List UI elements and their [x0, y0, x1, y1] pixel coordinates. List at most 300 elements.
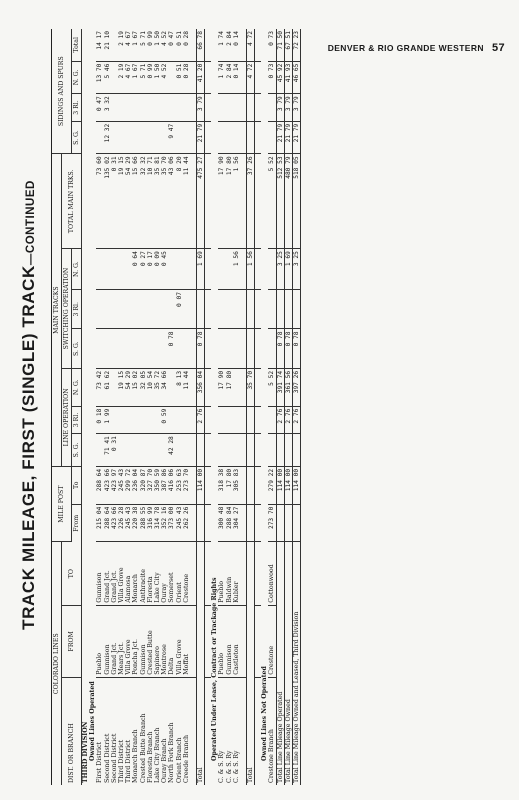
cell-sd-ng — [111, 61, 118, 94]
section-owned-heading-label: Owned Lines Operated — [89, 681, 97, 761]
cell-lo-ng: 10 54 — [147, 368, 154, 406]
cell-sd-total: 0 28 — [183, 29, 190, 61]
cell-sd-ng: 4 52 — [161, 61, 168, 94]
cell-so-sg — [104, 329, 111, 368]
cell-so-3rl — [268, 290, 276, 329]
row-label: Total — [247, 542, 255, 785]
cell-to: Crestone — [183, 542, 190, 605]
cell-sd-3rl: 0 47 — [96, 94, 103, 122]
section-leased-heading — [211, 29, 218, 785]
cell-sd-sg — [154, 121, 161, 154]
cell-sd-total: 14 17 — [96, 29, 103, 61]
cell-from: Villa Grove — [125, 605, 132, 677]
cell-sd-ng: 1 74 — [218, 61, 225, 94]
cell-lo-3rl: 2 76 — [197, 406, 205, 434]
cell-to: Alamosa — [125, 542, 132, 605]
cell-to: Kubler — [233, 542, 240, 605]
cell-total-main: 135 02 — [104, 154, 111, 249]
cell-total-main: 32 32 — [140, 154, 147, 249]
cell-sd-sg: 9 47 — [168, 121, 175, 154]
cell-mp-from: 373 00 — [168, 504, 175, 542]
cell-total-main: 54 29 — [125, 154, 132, 249]
cell-dist: C. & S. Ry — [225, 750, 233, 783]
cell-sd-total: 5 71 — [140, 29, 147, 61]
cell-so-ng — [118, 249, 125, 290]
cell-sd-ng: 0 51 — [176, 61, 183, 94]
section-leased-heading-label: Operated Under Lease, Contract or Trackage Rights — [211, 577, 219, 761]
cell-mp-to: 305 83 — [233, 466, 240, 504]
cell-so-3rl — [140, 290, 147, 329]
cell-so-ng — [125, 249, 132, 290]
cell-mp-to: 236 04 — [132, 466, 139, 504]
cell-sd-sg: 21 79 — [293, 121, 301, 154]
cell-total-main: 73 60 — [96, 154, 103, 249]
cell-lo-ng: 391 74 — [276, 368, 284, 406]
cell-so-3rl — [125, 290, 132, 329]
cell-sd-3rl — [147, 94, 154, 122]
cell-mp-to: 273 70 — [183, 466, 190, 504]
section-owned-heading — [89, 29, 96, 785]
cell-sd-ng: 46 65 — [293, 61, 301, 94]
cell-sd-total: 0 14 — [233, 29, 240, 61]
cell-sd-3rl: 3 79 — [197, 94, 205, 122]
division-heading-label: THIRD DIVISION — [82, 721, 89, 783]
cell-sd-ng: 2 19 — [118, 61, 125, 94]
cell-sd-total: 0 73 — [268, 29, 276, 61]
cell-so-3rl — [132, 290, 139, 329]
lo-ng-header: N. G. — [72, 368, 82, 406]
cell-so-sg — [233, 329, 240, 368]
cell-sd-sg — [183, 121, 190, 154]
cell-so-ng — [226, 249, 233, 290]
cell-mp-from: 220 38 — [132, 504, 139, 542]
cell-lo-ng — [111, 368, 118, 406]
cell-so-ng: 0 64 — [132, 249, 139, 290]
cell-so-sg — [218, 329, 225, 368]
section-not-operated-heading — [261, 29, 268, 785]
cell-so-sg: 0 78 — [276, 329, 284, 368]
cell-sd-total: 4 67 — [125, 29, 132, 61]
cell-so-sg — [125, 329, 132, 368]
cell-from: Pueblo — [218, 605, 225, 677]
sd-total-header: Total — [72, 29, 82, 61]
cell-sd-ng: 4 72 — [247, 61, 255, 94]
cell-so-sg — [132, 329, 139, 368]
cell-to: Ouray — [161, 542, 168, 605]
cell-so-sg — [118, 329, 125, 368]
cell-from: Poncha Jct. — [132, 605, 139, 677]
cell-lo-3rl — [183, 406, 190, 434]
cell-so-sg — [183, 329, 190, 368]
cell-dist: Ouray Branch — [161, 738, 169, 783]
railroad-name: DENVER & RIO GRANDE WESTERN — [327, 43, 484, 53]
cell-sd-sg — [118, 121, 125, 154]
cell-sd-total: 71 50 — [276, 29, 284, 61]
cell-sd-sg — [161, 121, 168, 154]
cell-mp-to: 423 66 — [104, 466, 111, 504]
cell-sd-sg: 21 79 — [284, 121, 292, 154]
cell-mp-to — [247, 466, 255, 504]
cell-total-main: 1 56 — [233, 154, 240, 249]
cell-so-sg — [176, 329, 183, 368]
cell-mp-from: 262 26 — [183, 504, 190, 542]
track-mileage-table — [51, 29, 301, 785]
cell-sd-total: 21 10 — [104, 29, 111, 61]
total-leased-row — [247, 29, 255, 785]
cell-sd-total: 66 78 — [197, 29, 205, 61]
cell-so-ng — [104, 249, 111, 290]
cell-lo-ng: 5 52 — [268, 368, 276, 406]
cell-so-ng: 3 25 — [293, 249, 301, 290]
table-row — [226, 29, 233, 785]
cell-lo-3rl — [247, 406, 255, 434]
cell-sd-3rl — [233, 94, 240, 122]
cell-mp-from: 314 78 — [154, 504, 161, 542]
cell-sd-3rl — [218, 94, 225, 122]
cell-lo-3rl: 0 18 — [96, 406, 103, 434]
cell-sd-total — [111, 29, 118, 61]
cell-so-sg — [268, 329, 276, 368]
cell-lo-3rl — [111, 406, 118, 434]
cell-sd-total: 0 51 — [176, 29, 183, 61]
table-row — [125, 29, 132, 785]
cell-dist: Second District — [103, 733, 111, 783]
cell-from: Pueblo — [96, 605, 103, 677]
cell-so-3rl — [276, 290, 284, 329]
cell-to: Somerset — [168, 542, 175, 605]
table-row — [161, 29, 168, 785]
cell-lo-sg — [125, 434, 132, 467]
cell-sd-ng: 0 14 — [233, 61, 240, 94]
cell-total-main: 17 90 — [218, 154, 225, 249]
cell-so-3rl — [168, 290, 175, 329]
table-row — [140, 29, 147, 785]
table-row — [168, 29, 175, 785]
cell-so-sg — [226, 329, 233, 368]
cell-lo-ng: 19 15 — [118, 368, 125, 406]
page-title — [19, 25, 39, 785]
cell-dist: Third District — [118, 739, 126, 783]
cell-from: Gunnison — [140, 605, 147, 677]
cell-sd-total: 1 67 — [132, 29, 139, 61]
cell-total-main: 19 15 — [118, 154, 125, 249]
cell-lo-3rl — [132, 406, 139, 434]
cell-sd-3rl — [268, 94, 276, 122]
cell-sd-ng: 0 73 — [268, 61, 276, 94]
cell-to: Floresta — [147, 542, 154, 605]
cell-mp-from — [197, 504, 205, 542]
cell-so-3rl — [233, 290, 240, 329]
cell-so-ng — [168, 249, 175, 290]
cell-so-3rl — [161, 290, 168, 329]
title-suffix: —CONTINUED — [25, 180, 37, 266]
switching-operation-header: SWITCHING OPERATION — [62, 249, 72, 369]
cell-total-main: 0 31 — [111, 154, 118, 249]
to-header: TO — [62, 542, 82, 605]
table-row — [96, 29, 103, 785]
cell-mp-from: 215 04 — [96, 504, 103, 542]
cell-total-main: 35 81 — [154, 154, 161, 249]
cell-dist: Creede Branch — [182, 734, 190, 783]
so-sg-header: S. G. — [72, 329, 82, 368]
cell-lo-ng: 35 72 — [154, 368, 161, 406]
cell-so-ng — [111, 249, 118, 290]
cell-lo-sg — [233, 434, 240, 467]
cell-from: Gunnison — [226, 605, 233, 677]
cell-mp-from — [247, 504, 255, 542]
cell-so-3rl — [226, 290, 233, 329]
cell-so-ng: 0 27 — [140, 249, 147, 290]
cell-sd-sg — [147, 121, 154, 154]
cell-mp-to: 416 06 — [168, 466, 175, 504]
cell-so-sg: 0 78 — [168, 329, 175, 368]
rotated-table-area — [15, 25, 495, 785]
cell-mp-to: 288 64 — [96, 466, 103, 504]
cell-lo-sg — [183, 434, 190, 467]
main-tracks-header: MAIN TRACKS — [52, 154, 62, 466]
cell-lo-ng: 361 56 — [284, 368, 292, 406]
cell-total-main: 518 05 — [293, 154, 301, 249]
cell-so-sg — [147, 329, 154, 368]
cell-sd-3rl: 3 79 — [293, 94, 301, 122]
cell-sd-total: 0 47 — [168, 29, 175, 61]
cell-to: Cottonwood — [268, 542, 276, 605]
sidings-spurs-header: SIDINGS AND SPURS — [52, 29, 72, 154]
cell-mp-to: 114 00 — [276, 466, 284, 504]
cell-to: Orient — [176, 542, 183, 605]
row-label: Total Line Mileage Operated — [276, 542, 284, 785]
cell-so-3rl — [104, 290, 111, 329]
cell-sd-3rl — [247, 94, 255, 122]
cell-lo-sg: 0 31 — [111, 434, 118, 467]
cell-so-sg — [111, 329, 118, 368]
cell-sd-3rl — [154, 94, 161, 122]
cell-sd-total: 2 84 — [226, 29, 233, 61]
cell-sd-3rl — [118, 94, 125, 122]
cell-mp-to: 17 80 — [226, 466, 233, 504]
cell-from: Gunnison — [104, 605, 111, 677]
cell-lo-ng: 34 66 — [161, 368, 168, 406]
cell-to: Grand Jct. — [111, 542, 118, 605]
cell-mp-from: 304 27 — [233, 504, 240, 542]
cell-mp-from — [284, 504, 292, 542]
cell-sd-total: 4 52 — [161, 29, 168, 61]
cell-so-ng: 0 45 — [161, 249, 168, 290]
cell-so-ng — [176, 249, 183, 290]
cell-to: Monarch — [132, 542, 139, 605]
sd-3rl-header: 3 Rl. — [72, 94, 82, 122]
cell-so-3rl — [247, 290, 255, 329]
cell-from: Castleton — [233, 605, 240, 677]
cell-lo-sg — [132, 434, 139, 467]
cell-so-sg — [96, 329, 103, 368]
cell-lo-sg — [226, 434, 233, 467]
so-3rl-header: 3 Rl. — [72, 290, 82, 329]
cell-sd-ng — [168, 61, 175, 94]
cell-total-main: 43 06 — [168, 154, 175, 249]
cell-from: Mears Jct. — [118, 605, 125, 677]
cell-sd-3rl — [140, 94, 147, 122]
cell-mp-from: 423 66 — [111, 504, 118, 542]
cell-lo-sg — [276, 434, 284, 467]
cell-sd-3rl — [183, 94, 190, 122]
cell-so-3rl — [96, 290, 103, 329]
cell-mp-to: 114 00 — [284, 466, 292, 504]
cell-mp-to: 320 87 — [140, 466, 147, 504]
cell-total-main: 480 79 — [284, 154, 292, 249]
table-row — [111, 29, 118, 785]
summary-row — [293, 29, 301, 785]
cell-so-ng: 1 69 — [197, 249, 205, 290]
cell-mp-from — [276, 504, 284, 542]
cell-sd-3rl — [132, 94, 139, 122]
line-operation-header: LINE OPERATION — [62, 368, 72, 466]
cell-sd-sg: 12 32 — [104, 121, 111, 154]
cell-lo-ng: 54 29 — [125, 368, 132, 406]
cell-lo-sg — [118, 434, 125, 467]
cell-sd-total: 0 99 — [147, 29, 154, 61]
cell-lo-3rl — [154, 406, 161, 434]
cell-sd-sg — [111, 121, 118, 154]
from-header: FROM — [62, 605, 82, 677]
cell-total-main: 37 26 — [247, 154, 255, 249]
cell-total-main: 17 80 — [226, 154, 233, 249]
cell-so-sg: 0 78 — [284, 329, 292, 368]
mp-from-header: From — [72, 504, 82, 542]
cell-lo-ng: 61 62 — [104, 368, 111, 406]
cell-sd-3rl — [176, 94, 183, 122]
cell-sd-total: 72 23 — [293, 29, 301, 61]
cell-lo-ng — [168, 368, 175, 406]
cell-sd-total: 67 51 — [284, 29, 292, 61]
so-ng-header: N. G. — [72, 249, 82, 290]
cell-so-sg — [161, 329, 168, 368]
cell-so-ng — [268, 249, 276, 290]
cell-lo-ng: 73 42 — [96, 368, 103, 406]
cell-lo-sg: 42 28 — [168, 434, 175, 467]
mp-to-header: To — [72, 466, 82, 504]
cell-from: Moffat — [183, 605, 190, 677]
cell-to: Villa Grove — [118, 542, 125, 605]
cell-mp-from: 226 28 — [118, 504, 125, 542]
cell-mp-from: 273 70 — [268, 504, 276, 542]
cell-sd-3rl — [226, 94, 233, 122]
cell-sd-total: 2 19 — [118, 29, 125, 61]
section-not-operated-heading-label: Owned Lines Not Operated — [261, 666, 269, 761]
lo-3rl-header: 3 Rl. — [72, 406, 82, 434]
cell-sd-3rl: 3 79 — [276, 94, 284, 122]
cell-so-3rl: 0 07 — [176, 290, 183, 329]
cell-sd-total: 4 72 — [247, 29, 255, 61]
cell-total-main: 11 44 — [183, 154, 190, 249]
cell-so-sg: 0 78 — [293, 329, 301, 368]
cell-lo-ng: 32 05 — [140, 368, 147, 406]
cell-dist: Lake City Branch — [154, 727, 162, 783]
cell-so-ng: 1 56 — [247, 249, 255, 290]
cell-so-3rl — [183, 290, 190, 329]
title-main: TRACK MILEAGE, FIRST (SINGLE) TRACK — [19, 265, 38, 630]
cell-so-3rl — [197, 290, 205, 329]
cell-sd-ng: 0 28 — [183, 61, 190, 94]
cell-dist: North Fork Branch — [168, 722, 176, 783]
cell-mp-from: 288 84 — [226, 504, 233, 542]
table-row — [118, 29, 125, 785]
cell-dist: First District — [96, 741, 104, 783]
cell-sd-sg — [96, 121, 103, 154]
cell-so-sg — [140, 329, 147, 368]
cell-lo-sg — [96, 434, 103, 467]
cell-sd-total: 1 74 — [218, 29, 225, 61]
total-owned-row — [197, 29, 205, 785]
cell-dist: Monarch Branch — [132, 729, 140, 783]
cell-so-sg: 0 78 — [197, 329, 205, 368]
cell-mp-to: 423 97 — [111, 466, 118, 504]
cell-lo-3rl: 2 76 — [293, 406, 301, 434]
cell-from: Grand Jct. — [111, 605, 118, 677]
cell-lo-3rl — [226, 406, 233, 434]
row-label: Total Line Mileage Owned and Leased, Third Division — [293, 542, 301, 785]
cell-sd-sg — [233, 121, 240, 154]
cell-lo-3rl — [218, 406, 225, 434]
cell-mp-to: 253 63 — [176, 466, 183, 504]
cell-sd-ng: 5 46 — [104, 61, 111, 94]
cell-from: Delta — [168, 605, 175, 677]
cell-total-main: 10 71 — [147, 154, 154, 249]
cell-sd-ng: 13 70 — [96, 61, 103, 94]
division-heading — [82, 29, 90, 785]
cell-from: Sapinero — [154, 605, 161, 677]
table-row — [183, 29, 190, 785]
cell-lo-ng: 15 02 — [132, 368, 139, 406]
cell-sd-3rl: 3 79 — [284, 94, 292, 122]
page-number: 57 — [491, 42, 505, 54]
cell-mp-from: 288 64 — [104, 504, 111, 542]
table-row — [218, 29, 225, 785]
cell-lo-3rl: 2 76 — [276, 406, 284, 434]
cell-total-main: 35 70 — [161, 154, 168, 249]
cell-lo-sg — [197, 434, 205, 467]
cell-so-ng: 0 09 — [154, 249, 161, 290]
cell-sd-sg — [226, 121, 233, 154]
cell-sd-ng: 5 71 — [140, 61, 147, 94]
cell-lo-sg — [284, 434, 292, 467]
cell-to: Baldwin — [226, 542, 233, 605]
cell-sd-ng: 41 93 — [284, 61, 292, 94]
cell-sd-3rl: 3 32 — [104, 94, 111, 122]
cell-lo-3rl — [176, 406, 183, 434]
cell-so-ng: 1 56 — [233, 249, 240, 290]
cell-to: Pueblo — [218, 542, 225, 605]
colorado-lines-header: COLORADO LINES — [52, 542, 62, 785]
cell-so-3rl — [111, 290, 118, 329]
cell-lo-ng: 11 44 — [183, 368, 190, 406]
cell-total-main: 15 66 — [132, 154, 139, 249]
cell-so-3rl — [293, 290, 301, 329]
summary-row — [276, 29, 284, 785]
cell-lo-3rl — [147, 406, 154, 434]
cell-mp-to: 245 43 — [118, 466, 125, 504]
cell-so-3rl — [284, 290, 292, 329]
cell-so-ng — [218, 249, 225, 290]
cell-mp-from: 245 43 — [125, 504, 132, 542]
cell-lo-3rl — [233, 406, 240, 434]
mile-post-header: MILE POST — [52, 466, 72, 542]
sd-ng-header: N. G. — [72, 61, 82, 94]
cell-lo-sg — [268, 434, 276, 467]
table-row — [233, 29, 240, 785]
cell-sd-3rl — [111, 94, 118, 122]
cell-mp-to: 114 00 — [293, 466, 301, 504]
